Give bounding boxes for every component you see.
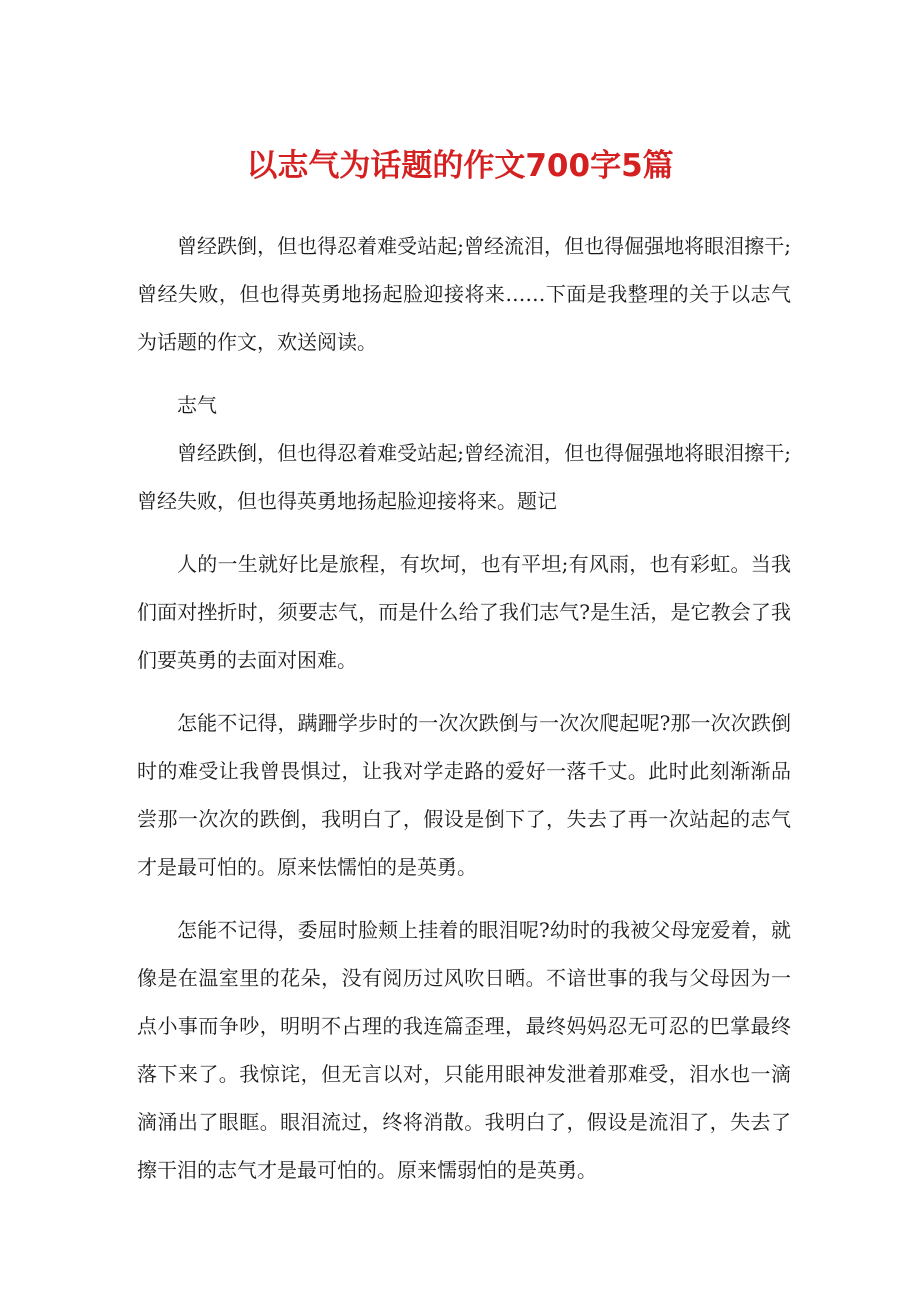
document-title: 以志气为话题的作文700字5篇 — [246, 148, 674, 184]
epigraph-paragraph: 曾经跌倒，但也得忍着难受站起;曾经流泪，但也得倔强地将眼泪擦干;曾经失败，但也得英勇地扬起脸迎接将来。题记 — [137, 441, 791, 513]
document-body — [137, 222, 791, 1209]
body-paragraph: 人的一生就好比是旅程，有坎坷，也有平坦;有风雨，也有彩虹。当我们面对挫折时，须要志气，而是什么给了我们志气?是生活，是它教会了我们要英勇的去面对困难。 — [137, 552, 791, 672]
body-paragraph: 怎能不记得，蹒跚学步时的一次次跌倒与一次次爬起呢?那一次次跌倒时的难受让我曾畏惧过，让我对学走路的爱好一落千丈。此时此刻渐渐品尝那一次次的跌倒，我明白了，假设是倒下了，失去了再一次站起的志气才是最可怕的。原来怯懦怕的是英勇。 — [137, 711, 791, 879]
body-paragraph: 怎能不记得，委屈时脸颊上挂着的眼泪呢?幼时的我被父母宠爱着，就像是在温室里的花朵，没有阅历过风吹日晒。不谙世事的我与父母因为一点小事而争吵，明明不占理的我连篇歪理，最终妈妈忍无可忍的巴掌最终落下来了。我惊诧，但无言以对，只能用眼神发泄着那难受，泪水也一滴滴涌出了眼眶。眼泪流过，终将消散。我明白了，假设是流泪了，失去了擦干泪的志气才是最可怕的。原来懦弱怕的是英勇。 — [137, 918, 791, 1182]
intro-paragraph: 曾经跌倒，但也得忍着难受站起;曾经流泪，但也得倔强地将眼泪擦干;曾经失败，但也得英勇地扬起脸迎接将来……下面是我整理的关于以志气为话题的作文，欢送阅读。 — [137, 234, 791, 354]
section-heading: 志气 — [177, 393, 217, 417]
